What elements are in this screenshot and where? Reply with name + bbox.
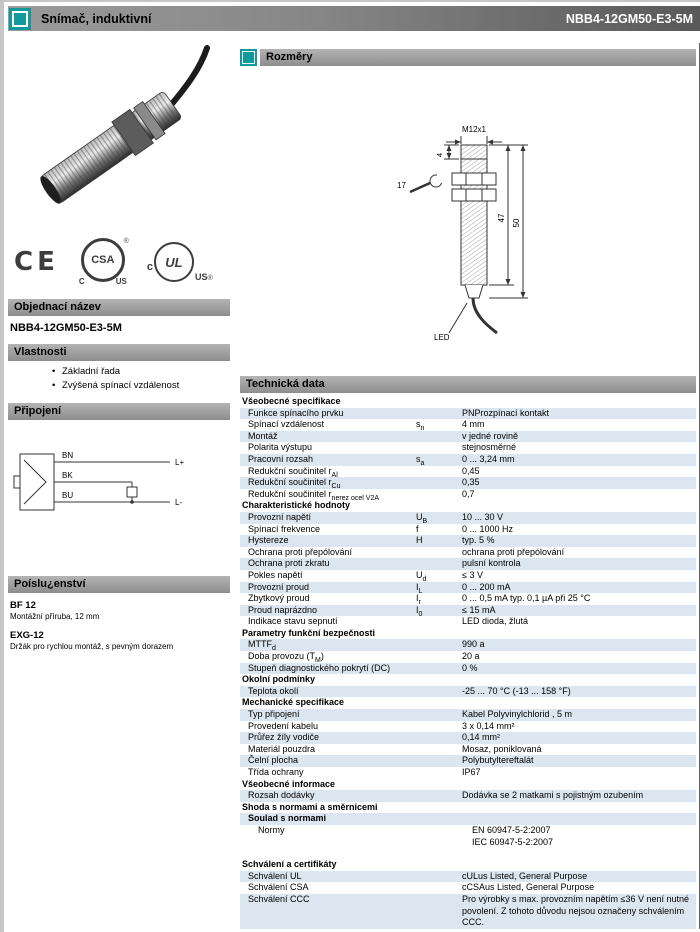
row-value: EN 60947-5-2:2007 IEC 60947-5-2:2007 — [472, 824, 554, 847]
row-label: Průřez žíly vodiče — [248, 732, 320, 743]
table-row — [240, 882, 696, 894]
row-label: Třída ochrany — [248, 767, 304, 777]
row-symbol — [416, 767, 462, 779]
table-row — [240, 755, 696, 767]
row-symbol — [416, 755, 462, 767]
row-value: Polybutyltereftalát — [462, 755, 534, 766]
wire-label-bu: BU — [62, 491, 74, 500]
ul-circle: UL — [154, 242, 194, 282]
row-value: LED dioda, žlutá — [462, 616, 529, 627]
row-symbol — [416, 882, 462, 894]
table-row — [240, 466, 696, 478]
terminal-label-lplus: L+ — [175, 458, 185, 467]
row-symbol — [416, 431, 462, 443]
row-label: Normy — [258, 824, 285, 835]
led-label: LED — [433, 333, 450, 342]
row-value: 0 ... 200 mA — [462, 581, 511, 592]
cable-shape — [171, 48, 207, 105]
table-section-title: Všeobecné specifikace — [242, 396, 341, 406]
table-row — [240, 894, 696, 929]
row-label: Proud naprázdno — [248, 604, 318, 615]
row-value: 990 a — [462, 639, 485, 650]
table-row — [240, 813, 696, 825]
row-label: Spínací frekvence — [248, 523, 321, 534]
table-row — [240, 431, 696, 443]
table-row — [240, 442, 696, 454]
product-photo — [8, 45, 230, 233]
table-row — [240, 558, 696, 570]
row-label: Soulad s normami — [248, 813, 327, 824]
row-symbol — [416, 871, 462, 883]
row-label: Rozsah dodávky — [248, 790, 315, 801]
terminal-label-lminus: L- — [175, 498, 183, 507]
technical-data-table — [240, 396, 696, 929]
wire-label-bn: BN — [62, 451, 74, 460]
row-value: 0,35 — [462, 477, 480, 488]
row-label: Funkce spínacího prvku — [248, 407, 344, 418]
row-label: Indikace stavu sepnutí — [248, 616, 338, 627]
table-section-title: Charakteristické hodnoty — [242, 500, 351, 511]
row-symbol — [416, 639, 462, 651]
table-row — [240, 767, 696, 779]
part-number-header: NBB4-12GM50-E3-5M — [565, 11, 693, 26]
accessory-item — [10, 600, 230, 621]
table-section-title: Všeobecné informace — [242, 778, 336, 789]
order-name-header: Objednací název — [8, 299, 230, 316]
row-label: Pokles napětí — [248, 569, 303, 580]
row-symbol: $s_n$ — [416, 419, 425, 432]
dimension-drawing — [240, 70, 696, 370]
row-value: 0,14 mm² — [462, 732, 501, 743]
row-value: Mosaz, poniklovaná — [462, 743, 542, 754]
row-label: Provozní napětí — [248, 511, 312, 522]
row-symbol: f — [416, 523, 419, 534]
row-symbol — [416, 744, 462, 756]
table-row — [240, 721, 696, 733]
row-value: IP67 — [462, 767, 481, 777]
row-value: 0,45 — [462, 465, 480, 476]
table-row — [240, 605, 696, 617]
wire-label-bk: BK — [62, 471, 73, 480]
dim-47-label: 47 — [496, 213, 506, 223]
row-value: ≤ 15 mA — [462, 604, 496, 615]
table-section-title: Okolní podmínky — [242, 674, 316, 685]
row-symbol: $I_0$ — [416, 604, 423, 618]
row-label: Schválení UL — [248, 870, 302, 881]
right-column — [240, 43, 700, 929]
datasheet-page — [4, 2, 700, 932]
row-value — [462, 813, 696, 825]
row-symbol — [416, 709, 462, 721]
ul-c-label: c — [146, 261, 153, 273]
row-label: Hystereze — [248, 535, 289, 546]
row-symbol — [416, 686, 462, 698]
wiring-diagram — [12, 436, 230, 548]
table-section-title: Schválení a certifikáty — [242, 859, 337, 870]
dimension-drawing-svg — [246, 70, 691, 368]
page-title: Snímač, induktivní — [41, 11, 152, 26]
row-label: Redukční součinitel $r_{Cu}$ — [248, 477, 341, 490]
row-value: Kabel Polyvinylchlorid , 5 m — [462, 709, 573, 720]
row-symbol — [416, 442, 462, 454]
row-symbol: $I_r$ — [416, 593, 421, 606]
row-symbol — [416, 813, 462, 825]
table-section-title: Mechanické specifikace — [242, 697, 345, 708]
row-symbol — [416, 790, 462, 802]
row-label: Pracovní rozsah — [248, 453, 314, 464]
table-row — [240, 732, 696, 744]
row-value: 0 ... 1000 Hz — [462, 523, 514, 534]
left-column — [8, 43, 230, 660]
table-row — [240, 524, 696, 536]
accessory-name: EXG-12 — [10, 630, 44, 641]
row-symbol — [416, 558, 462, 570]
row-value: cULus Listed, General Purpose — [462, 870, 588, 881]
table-row — [240, 570, 696, 582]
row-value: 4 mm — [462, 419, 485, 430]
wiring-diagram-svg — [12, 436, 212, 536]
dim-17-label: 17 — [396, 181, 406, 190]
table-row — [240, 639, 696, 651]
row-value: Dodávka se 2 matkami s pojistným ozubením — [462, 790, 644, 801]
row-value: 20 a — [462, 651, 480, 662]
row-symbol — [416, 616, 462, 628]
table-row — [240, 686, 696, 698]
row-value: 0 ... 0,5 mA typ. 0,1 µA při 25 °C — [462, 593, 591, 604]
thread-label: M12x1 — [461, 125, 486, 134]
row-symbol: $U_d$ — [416, 569, 427, 583]
row-label: Ochrana proti zkratu — [248, 558, 330, 569]
table-row — [240, 454, 696, 466]
header-bar — [8, 6, 700, 31]
row-value: pulsní kontrola — [462, 558, 521, 569]
product-photo-svg — [8, 45, 222, 230]
row-symbol — [416, 466, 462, 478]
row-symbol — [416, 894, 462, 929]
table-section-title: Parametry funkční bezpečnosti — [242, 627, 376, 638]
table-row — [240, 709, 696, 721]
row-symbol: $s_a$ — [416, 453, 425, 467]
row-symbol — [416, 408, 462, 420]
row-value: 0 ... 3,24 mm — [462, 453, 515, 464]
table-row — [240, 871, 696, 883]
row-label: Doba provozu $(T_M)$ — [248, 651, 324, 664]
row-value: 0 % — [462, 662, 478, 673]
table-row — [240, 825, 696, 848]
row-symbol — [416, 547, 462, 559]
dim-50-label: 50 — [511, 218, 521, 228]
brand-logo-icon — [9, 8, 31, 30]
dimensions-header: Rozměry — [260, 49, 696, 66]
row-value: Pro výrobky s max. provozním napětím ≤36 V není nutné povolení. Z tohoto důvodu nejsou označeny schválením CCC. — [462, 893, 690, 928]
row-value: stejnosměrné — [462, 442, 517, 453]
row-value: 10 ... 30 V — [462, 511, 504, 522]
table-row — [240, 512, 696, 524]
row-label: Redukční součinitel $r_{nerez ocel V2A}$ — [248, 488, 380, 502]
row-label: Redukční součinitel $r_{Al}$ — [248, 465, 338, 479]
csa-us-label: US — [115, 277, 127, 286]
row-symbol — [416, 477, 462, 489]
row-value: PNProzpínací kontakt — [462, 407, 550, 418]
feature-item: • Základní řada — [52, 366, 230, 377]
table-row — [240, 477, 696, 489]
row-label: Spínací vzdálenost — [248, 419, 325, 430]
ce-icon: CE — [14, 247, 59, 277]
technical-data-header: Technická data — [240, 376, 696, 393]
row-label: Zbytkový proud — [248, 593, 310, 604]
order-number: NBB4-12GM50-E3-5M — [10, 322, 122, 334]
row-value: 3 x 0,14 mm² — [462, 720, 515, 731]
table-row — [240, 582, 696, 594]
row-value: ochrana proti přepólování — [462, 546, 565, 557]
table-row — [240, 663, 696, 675]
accessory-item — [10, 630, 230, 651]
table-row — [240, 535, 696, 547]
section-accent-icon — [240, 49, 257, 66]
accessory-description: Držák pro rychlou montáž, s pevným dorazem — [10, 642, 174, 651]
ul-registered-mark: ® — [207, 275, 213, 282]
row-symbol: H — [416, 535, 423, 546]
table-row — [240, 547, 696, 559]
row-label: Teplota okolí — [248, 685, 299, 696]
row-label: Ochrana proti přepólování — [248, 546, 353, 557]
row-symbol — [426, 825, 472, 848]
connection-header: Připojení — [8, 403, 230, 420]
ul-icon — [147, 242, 213, 282]
row-label: Stupeň diagnostického pokrytí (DC) — [248, 662, 391, 673]
row-label: Provedení kabelu — [248, 720, 319, 731]
row-symbol: $U_B$ — [416, 511, 428, 525]
accessories-header: Poíslu¿enství — [8, 576, 230, 593]
row-value: typ. 5 % — [462, 535, 495, 546]
certification-logos — [14, 237, 230, 287]
dim-4-label: 4 — [434, 152, 444, 158]
table-row — [240, 489, 696, 501]
table-row — [240, 651, 696, 663]
row-symbol: $I_L$ — [416, 581, 423, 595]
row-label: Schválení CCC — [248, 893, 310, 904]
row-symbol — [416, 732, 462, 744]
accessory-description: Montážní příruba, 12 mm — [10, 612, 100, 621]
features-list — [12, 366, 230, 391]
row-label: Polarita výstupu — [248, 442, 313, 453]
row-value: ≤ 3 V — [462, 569, 483, 580]
row-label: Schválení CSA — [248, 882, 309, 893]
row-value: cCSAus Listed, General Purpose — [462, 882, 595, 893]
feature-item: • Zvýšená spínací vzdálenost — [52, 380, 230, 391]
row-value: -25 ... 70 °C (-13 ... 158 °F) — [462, 685, 571, 696]
table-row — [240, 790, 696, 802]
csa-icon — [79, 238, 127, 286]
row-label: Montáž — [248, 430, 278, 441]
row-label: Provozní proud — [248, 581, 310, 592]
row-label: Typ připojení — [248, 709, 300, 720]
row-symbol — [416, 663, 462, 675]
row-symbol — [416, 721, 462, 733]
ul-us-label: US — [194, 272, 208, 282]
table-row — [240, 593, 696, 605]
accessories-list — [8, 600, 230, 651]
features-header: Vlastnosti — [8, 344, 230, 361]
table-row — [240, 419, 696, 431]
csa-registered-mark: ® — [123, 238, 129, 245]
table-row — [240, 744, 696, 756]
csa-c-label: C — [78, 277, 85, 286]
row-label: Čelní plocha — [248, 755, 299, 766]
accessory-name: BF 12 — [10, 600, 36, 611]
table-row — [240, 616, 696, 628]
row-value: 0,7 — [462, 488, 475, 499]
row-label: $MTTF_d$ — [248, 639, 276, 653]
row-label: Materiál pouzdra — [248, 743, 316, 754]
row-symbol — [416, 651, 462, 663]
table-row — [240, 408, 696, 420]
row-symbol — [416, 489, 462, 501]
csa-circle: CSA — [81, 238, 125, 282]
row-value: v jedné rovině — [462, 430, 519, 441]
table-section-title: Shoda s normami a směrnicemi — [242, 801, 378, 812]
